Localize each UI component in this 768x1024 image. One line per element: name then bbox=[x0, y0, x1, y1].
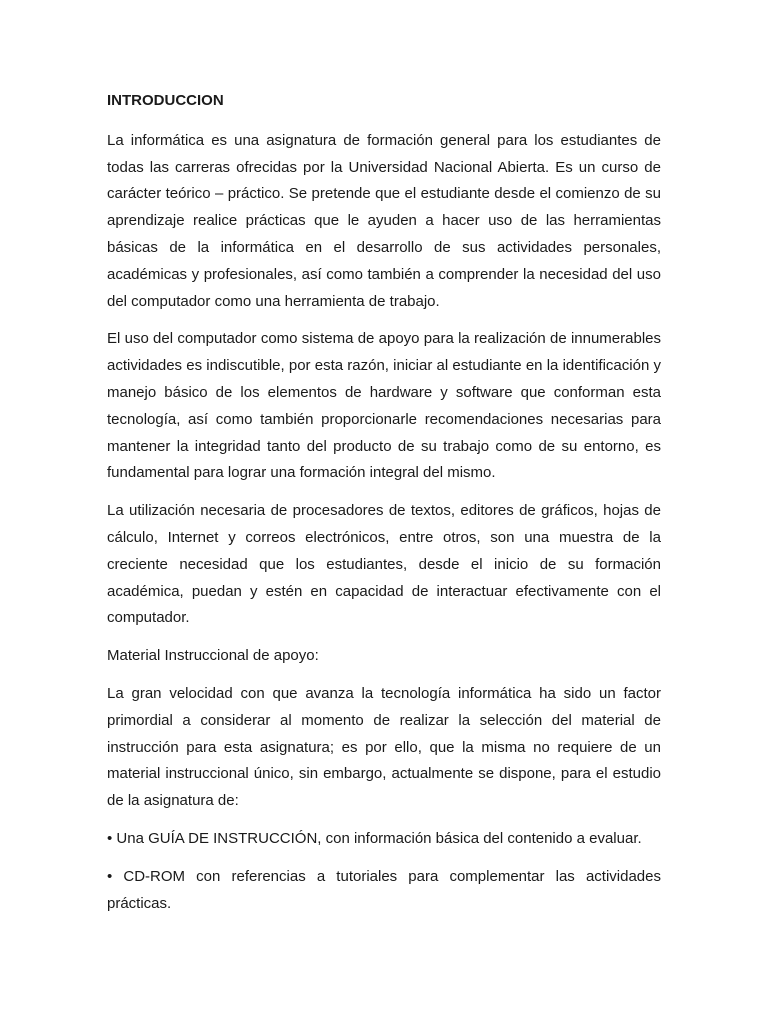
document-heading: INTRODUCCION bbox=[107, 92, 224, 109]
paragraph-tools: La utilización necesaria de procesadores de textos, editores de gráficos, hojas de cálculo, Internet y correos electrónicos, entre otros, son una muestra de la creciente necesidad que los estudiantes, desde el inicio de su formación académica, puedan y estén en capacidad de interactuar efectivamente con el computador. bbox=[107, 502, 661, 627]
section-label-material: Material Instruccional de apoyo: bbox=[107, 647, 319, 665]
paragraph-computer-use: El uso del computador como sistema de apoyo para la realización de innumerables actividades es indiscutible, por esta razón, iniciar al estudiante en la identificación y manejo básico de los elementos de hardware y software que conforman esta tecnología, así como también proporcionarle recomendaciones necesarias para mantener la integridad tanto del producto de su trabajo como de su entorno, es fundamental para lograr una formación integral del mismo. bbox=[107, 330, 661, 482]
paragraph-material: La gran velocidad con que avanza la tecnología informática ha sido un factor primordial a considerar al momento de realizar la selección del material de instrucción para esta asignatura; es por ello, que la misma no requiere de un material instruccional único, sin embargo, actualmente se dispone, para el estudio de la asignatura de: bbox=[107, 684, 661, 810]
paragraph-intro: La informática es una asignatura de formación general para los estudiantes de todas las carreras ofrecidas por la Universidad Nacional Abierta. Es un curso de carácter teórico – práctico. Se pretende que el estudiante desde el comienzo de su aprendizaje realice prácticas que le ayuden a hacer uso de las herramientas básicas de la informática en el desarrollo de sus actividades personales, académicas y profesionales, así como también a comprender la necesidad del uso del computador como una herramienta de trabajo. bbox=[107, 131, 661, 310]
bullet-item-guide: • Una GUÍA DE INSTRUCCIÓN, con información básica del contenido a evaluar. bbox=[107, 829, 642, 847]
bullet-item-cdrom: • CD-ROM con referencias a tutoriales para complementar las actividades prácticas. bbox=[107, 867, 661, 912]
